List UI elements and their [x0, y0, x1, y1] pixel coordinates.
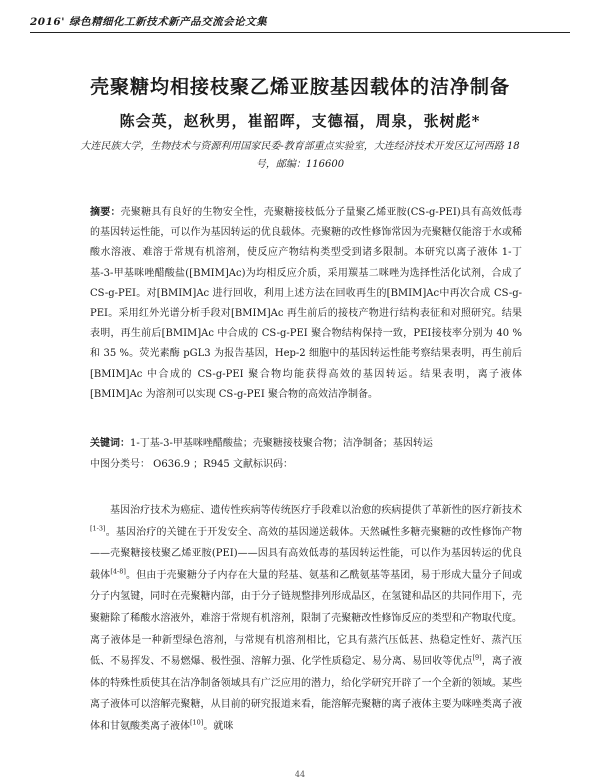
abstract-text: 壳聚糖具有良好的生物安全性，壳聚糖接枝低分子量聚乙烯亚胺(CS-g-PEI)具有高效低毒的基因转运性能，可以作为基因转运的优良载体。壳聚糖的改性修饰常因为壳聚糖仅能溶于水或稀酸水溶液、难溶于常规有机溶剂，使反应产物结构类型受到诸多限制。本研究以离子液体 1-丁基-3-甲基咪唑醋酸盐([BMIM]Ac)为均相反应介质，采用羰基二咪唑为选择性活化试剂，合成了 CS-g-PEI。对[BMIM]Ac 进行回收，利用上述方法在回收再生的[BMIM]Ac中再次合成 CS-g-PEI。采用红外光谱分析手段对[BMIM]Ac 再生前后的接枝产物进行结构表征和对照研究。结果表明，再生前后[BMIM]Ac 中合成的 CS-g-PEI 聚合物结构保持一致，PEI接枝率分别为 40 % 和 35 %。荧光素酶 pGL3 为报告基因，Hep-2 细胞中的基因转运性能考察结果表明，再生前后[BMIM]Ac 中合成的 CS-g-PEI 聚合物均能获得高效的基因转运。结果表明，离子液体[BMIM]Ac 为溶剂可以实现 CS-g-PEI 聚合物的高效洁净制备。 [90, 207, 523, 400]
keywords [90, 434, 522, 454]
citation: [4-8] [110, 567, 126, 576]
keywords-label: 关键词： [90, 438, 130, 449]
body-text-part: 。基因治疗的关键在于开发安全、高效的基因递送载体。天然碱性多糖壳聚糖的改性修饰产物——壳聚糖接枝聚乙烯亚胺(PEI)——因具有高效低毒的基因转运性能，可以作为基因转运的优良载体 [90, 526, 522, 581]
citation: [9] [472, 653, 482, 662]
author-list: 陈会英，赵秋男，崔韶晖，支德福，周泉，张树彪* [119, 112, 481, 130]
body-text-part: 。就咪 [203, 720, 234, 732]
affiliation: 大连民族大学，生物技术与资源利用国家民委-教育部重点实验室，大连经济技术开发区辽河西路 18 号，邮编：116600 [80, 141, 520, 170]
body-text-part: 。但由于壳聚糖分子内存在大量的羟基、氨基和乙酰氨基等基团，易于形成大量分子间或分子内氢键，同时在壳聚糖内部，由于分子链规整排列形成晶区，在氢键和晶区的共同作用下，壳聚糖除了稀酸水溶液外，难溶于常规有机溶剂，限制了壳聚糖改性修饰反应的类型和产物取代度。离子液体是一种新型绿色溶剂，与常规有机溶剂相比，它具有蒸汽压低甚、热稳定性好、蒸汽压低、不易挥发、不易燃爆、极性强、溶解力强、化学性质稳定、易分离、易回收等优点 [90, 569, 523, 668]
body-text-part: 基因治疗技术为癌症、遗传性疾病等传统医疗手段难以治愈的疾病提供了革新性的医疗新技术 [110, 505, 522, 516]
abstract-label: 摘要： [90, 207, 121, 218]
citation: [1-3] [90, 524, 106, 533]
body-paragraph [90, 500, 522, 738]
paper-title: 壳聚糖均相接枝聚乙烯亚胺基因载体的洁净制备 [89, 76, 510, 98]
page-number: 44 [294, 770, 306, 779]
body-text-part: ，离子液体的特殊性质使其在洁净制备领域具有广泛应用的潜力，给化学研究开辟了一个全新的领域。某些离子液体可以溶解壳聚糖，从目前的研究报道来看，能溶解壳聚糖的离子液体主要为咪唑类离子液体和甘氨酸类离子液体 [90, 656, 522, 732]
running-header: 2016' 绿色精细化工新技术新产品交流会论文集 [30, 14, 570, 33]
abstract [90, 203, 522, 405]
citation: [10] [190, 718, 204, 727]
keywords-text: 1-丁基-3-甲基咪唑醋酸盐；壳聚糖接枝聚合物；洁净制备；基因转运 [130, 438, 433, 449]
classification-number: 中图分类号： O636.9 ；R945 文献标识码： [90, 459, 293, 470]
